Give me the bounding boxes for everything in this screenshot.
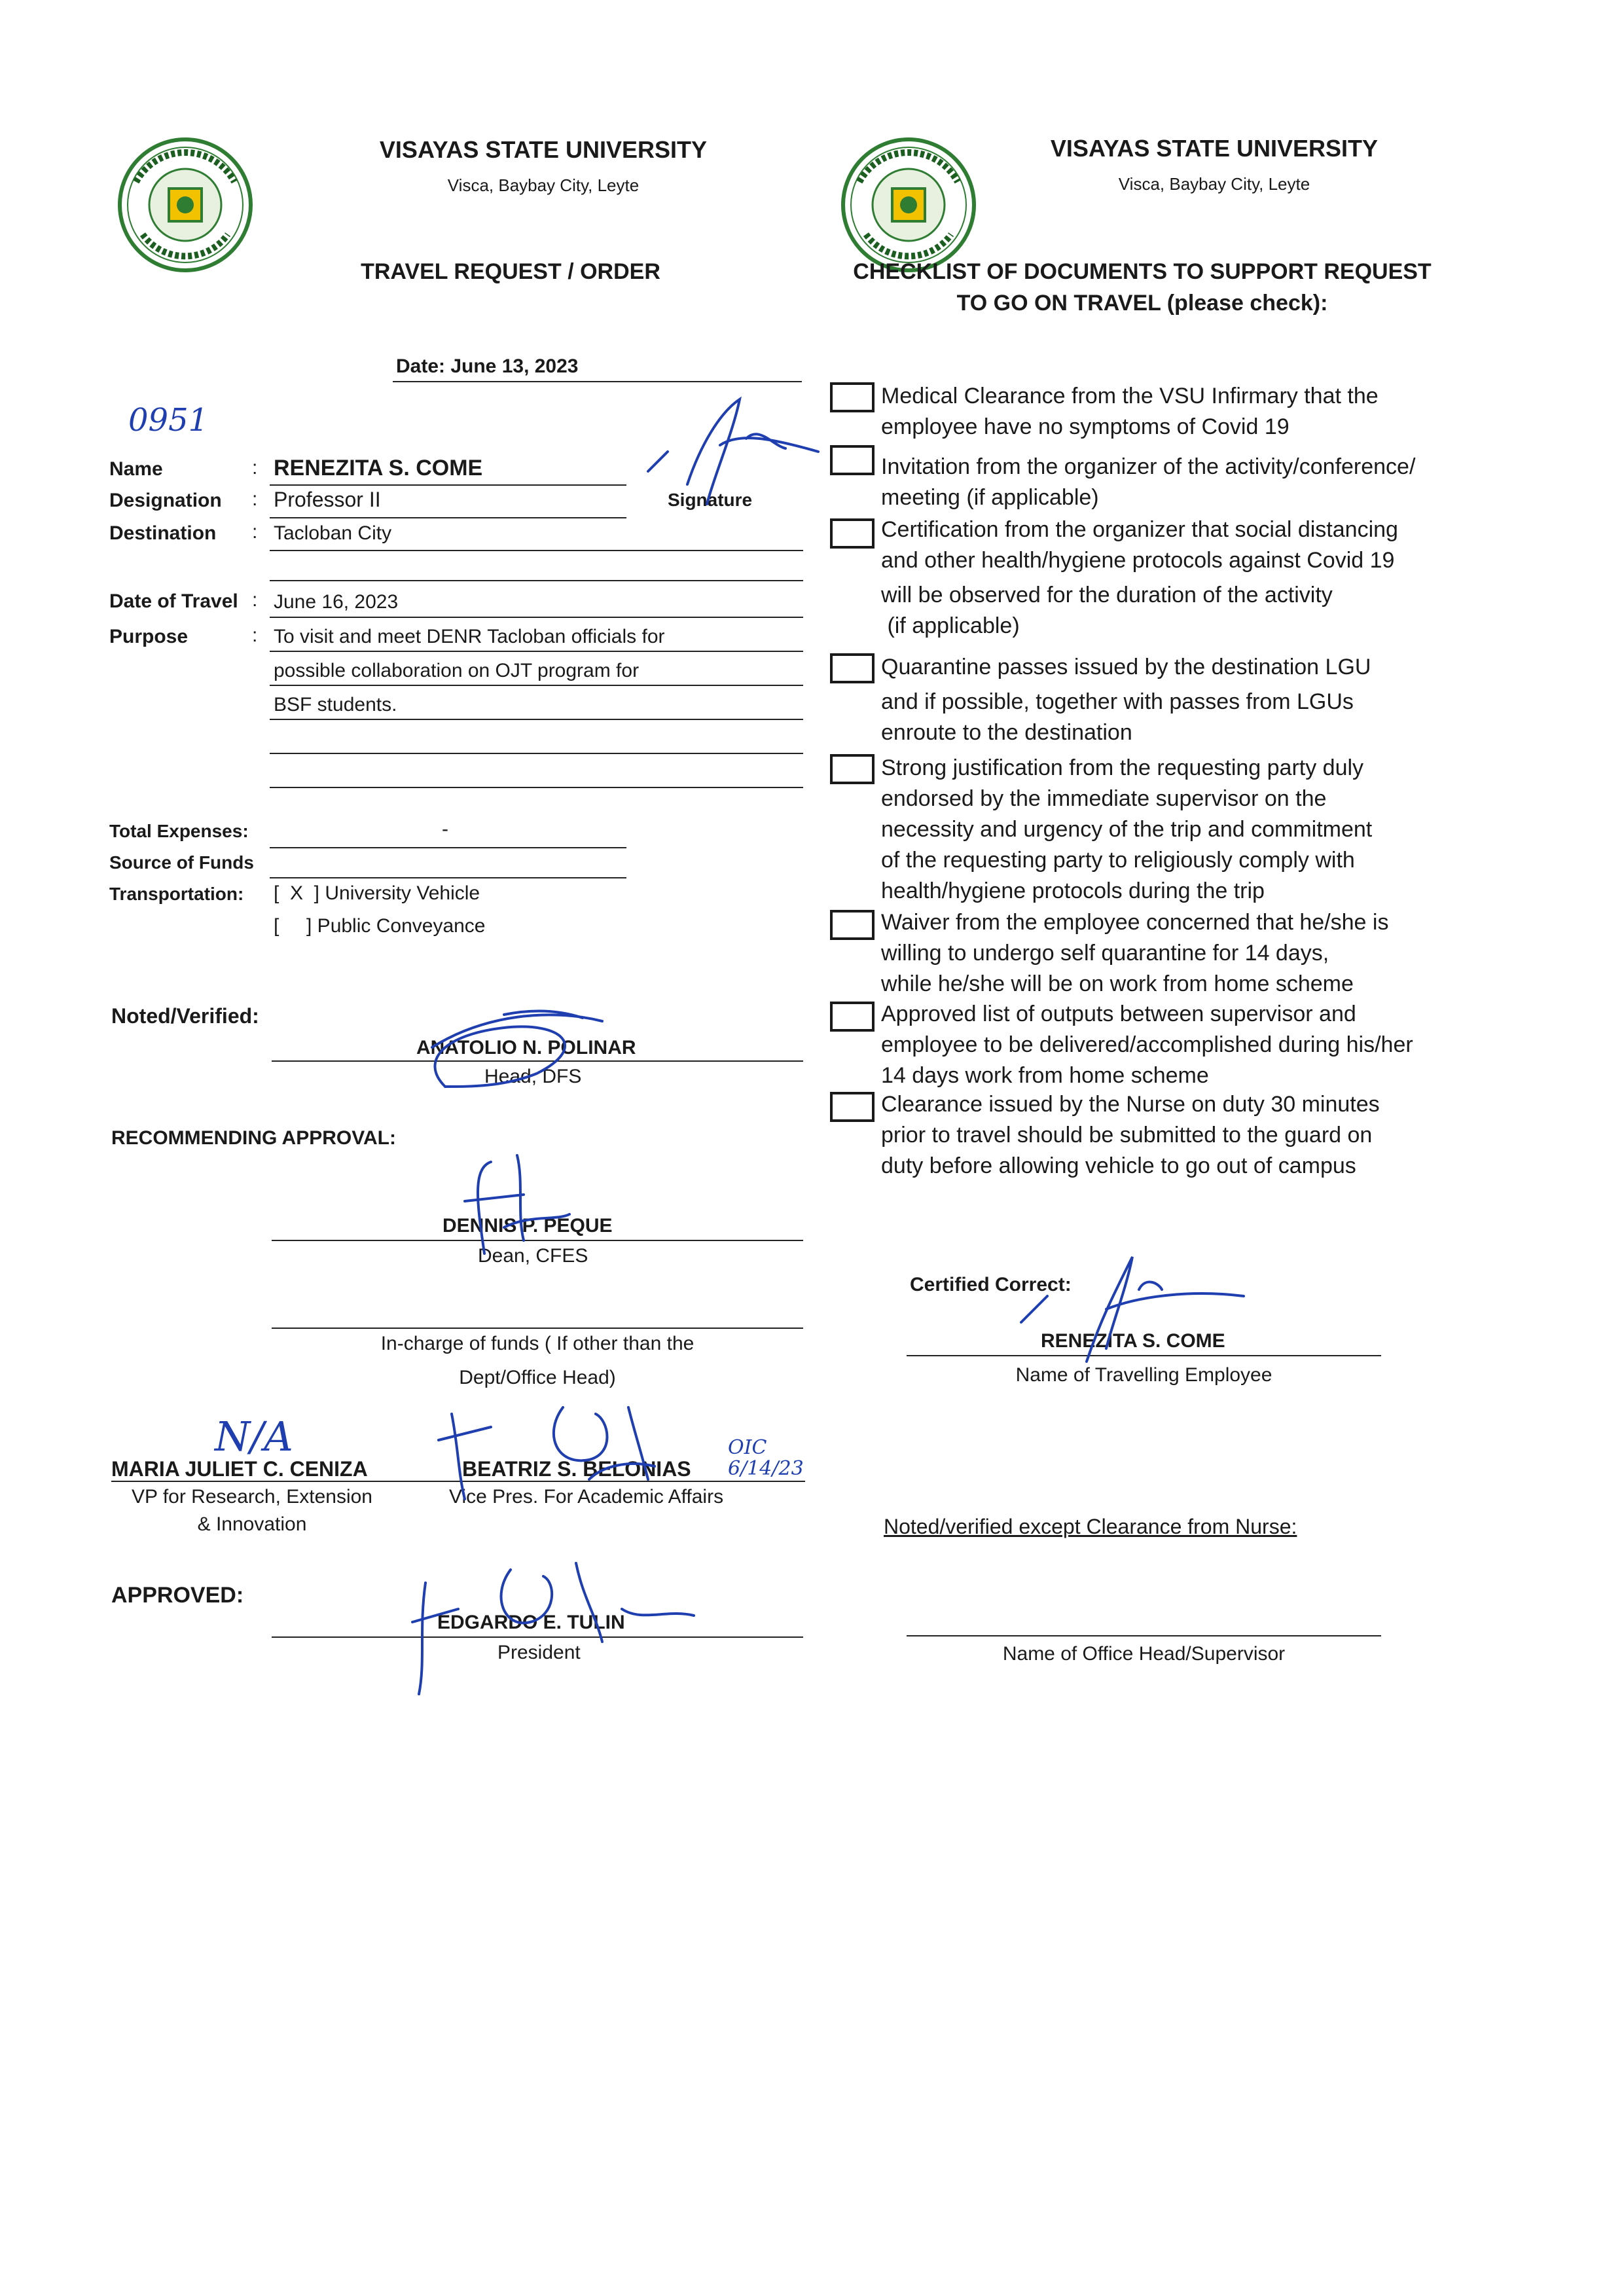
checklist-item-text: employee have no symptoms of Covid 19 [881, 414, 1290, 439]
checklist-item-invitation [881, 452, 1470, 513]
right-university-address: Visca, Baybay City, Leyte [1118, 174, 1310, 194]
total-expenses-underline [270, 847, 626, 848]
certified-correct-label: Certified Correct: [910, 1274, 1072, 1295]
checklist-item-text: Invitation from the organizer of the activity/conference/ [881, 454, 1416, 479]
date-underline [393, 381, 802, 382]
incharge-funds-line [272, 1328, 803, 1329]
date-of-travel-colon: : [252, 589, 258, 611]
noted-signatory-title: Head, DFS [484, 1066, 582, 1087]
checklist-checkbox-medical-clearance[interactable] [830, 382, 875, 412]
right-university-name: VISAYAS STATE UNIVERSITY [1050, 135, 1379, 162]
checklist-item-text: Certification from the organizer that social distancing [881, 517, 1398, 542]
checklist-item-quarantine-passes [881, 652, 1470, 748]
checklist-item-text: enroute to the destination [881, 720, 1132, 745]
recommending-approval-label: RECOMMENDING APPROVAL: [111, 1127, 396, 1149]
purpose-underline-2 [270, 685, 803, 686]
certified-caption: Name of Travelling Employee [1015, 1364, 1272, 1386]
date-of-travel-underline [270, 617, 803, 618]
checklist-item-text: employee to be delivered/accomplished during his/her [881, 1032, 1413, 1057]
designation-value: Professor II [274, 488, 381, 511]
purpose-label: Purpose [109, 626, 189, 647]
checklist-item-text: and other health/hygiene protocols against Covid 19 [881, 548, 1395, 573]
purpose-colon: : [252, 624, 258, 646]
checklist-item-text: 14 days work from home scheme [881, 1063, 1209, 1088]
checklist-checkbox-certification[interactable] [830, 518, 875, 549]
president-name: EDGARDO E. TULIN [437, 1612, 625, 1633]
vp-research-title-line2: & Innovation [197, 1513, 307, 1535]
checklist-item-text: Clearance issued by the Nurse on duty 30 minutes [881, 1092, 1380, 1117]
destination-colon: : [252, 521, 258, 543]
checklist-item-medical-clearance [881, 381, 1470, 443]
name-colon: : [252, 457, 258, 479]
purpose-line-3: BSF students. [274, 694, 397, 715]
handwritten-control-number: 0951 [128, 402, 209, 439]
transport-option-public-conveyance: [ ] Public Conveyance [274, 915, 486, 937]
president-title: President [497, 1642, 581, 1663]
applicant-signature-scribble [641, 386, 825, 517]
checklist-item-strong-justification [881, 753, 1470, 907]
checklist-item-text: will be observed for the duration of the activity [881, 583, 1333, 607]
checklist-item-text: while he/she will be on work from home scheme [881, 971, 1354, 996]
checklist-item-text: endorsed by the immediate supervisor on the [881, 786, 1327, 811]
source-of-funds-underline [270, 877, 626, 878]
checklist-item-text: Medical Clearance from the VSU Infirmary that the [881, 384, 1379, 408]
checklist-item-text: Strong justification from the requesting party duly [881, 755, 1364, 780]
checklist-item-text: meeting (if applicable) [881, 485, 1099, 510]
designation-label: Designation [109, 490, 222, 511]
transportation-label: Transportation: [109, 884, 244, 904]
noted-verified-label: Noted/Verified: [111, 1004, 259, 1028]
checklist-item-certification [881, 515, 1470, 642]
purpose-underline-4 [270, 753, 803, 754]
recommending-signatory-name: DENNIS P. PEQUE [442, 1215, 613, 1237]
checklist-item-text: Waiver from the employee concerned that he/she is [881, 910, 1389, 935]
checklist-checkbox-quarantine-passes[interactable] [830, 653, 875, 683]
name-value: RENEZITA S. COME [274, 456, 483, 480]
signature-label: Signature [668, 490, 753, 510]
noted-signatory-name: ANATOLIO N. POLINAR [416, 1037, 636, 1058]
polinar-signature-scribble [406, 988, 615, 1100]
purpose-underline-3 [270, 719, 803, 720]
office-head-caption: Name of Office Head/Supervisor [1002, 1643, 1286, 1665]
vp-research-name: MARIA JULIET C. CENIZA [111, 1457, 368, 1481]
checklist-item-text: health/hygiene protocols during the trip [881, 878, 1265, 903]
checklist-checkbox-strong-justification[interactable] [830, 754, 875, 784]
request-date: Date: June 13, 2023 [396, 355, 579, 377]
certified-signature-scribble [1008, 1244, 1257, 1375]
purpose-line-2: possible collaboration on OJT program for [274, 660, 640, 681]
handwritten-oic-date-mark: OIC 6/14/23 [728, 1436, 804, 1480]
checklist-item-nurse-clearance [881, 1089, 1470, 1182]
checklist-item-approved-outputs [881, 999, 1470, 1091]
vp-research-title-line1: VP for Research, Extension [132, 1486, 372, 1508]
total-expenses-label: Total Expenses: [109, 821, 249, 841]
checklist-title-line2: TO GO ON TRAVEL (please check): [956, 291, 1328, 316]
vp-academic-title: Vice Pres. For Academic Affairs [449, 1486, 724, 1508]
name-label: Name [109, 458, 163, 480]
certified-employee-name: RENEZITA S. COME [1041, 1330, 1225, 1352]
checklist-item-text: duty before allowing vehicle to go out of campus [881, 1153, 1356, 1178]
noted-except-nurse-label: Noted/verified except Clearance from Nurse: [884, 1515, 1297, 1538]
form-title: TRAVEL REQUEST / ORDER [361, 259, 660, 284]
vp-academic-name: BEATRIZ S. BELONIAS [462, 1457, 691, 1481]
checklist-checkbox-invitation[interactable] [830, 445, 875, 475]
destination-label: Destination [109, 522, 217, 544]
date-of-travel-label: Date of Travel [109, 590, 238, 612]
checklist-checkbox-nurse-clearance[interactable] [830, 1092, 875, 1122]
name-underline [270, 484, 626, 486]
checklist-item-text: willing to undergo self quarantine for 14 days, [881, 941, 1329, 966]
checklist-item-text: of the requesting party to religiously comply with [881, 848, 1355, 873]
checklist-item-text: prior to travel should be submitted to the guard on [881, 1123, 1373, 1148]
purpose-underline-5 [270, 787, 803, 788]
university-seal-logo [117, 136, 254, 274]
left-university-address: Visca, Baybay City, Leyte [447, 175, 640, 195]
checklist-item-text: and if possible, together with passes from LGUs [881, 689, 1354, 714]
office-head-signature-line [907, 1635, 1381, 1636]
approved-label: APPROVED: [111, 1583, 244, 1608]
left-university-name: VISAYAS STATE UNIVERSITY [379, 136, 708, 163]
designation-underline [270, 517, 626, 518]
checklist-checkbox-approved-outputs[interactable] [830, 1002, 875, 1032]
tulin-signature-scribble [406, 1550, 733, 1701]
peque-signature-scribble [452, 1149, 583, 1260]
designation-colon: : [252, 488, 258, 510]
purpose-line-1: To visit and meet DENR Tacloban officials for [274, 626, 665, 647]
checklist-item-text: Quarantine passes issued by the destination LGU [881, 655, 1371, 679]
incharge-funds-caption-line1: In-charge of funds ( If other than the [380, 1333, 695, 1354]
handwritten-na-mark: N/A [215, 1413, 293, 1460]
destination-underline [270, 550, 803, 551]
belonias-signature-scribble [432, 1394, 694, 1506]
total-expenses-value: - [442, 818, 448, 840]
purpose-underline-1 [270, 651, 803, 652]
transport-option-university-vehicle: [ X ] University Vehicle [274, 882, 480, 904]
checklist-item-text: (if applicable) [881, 613, 1020, 638]
checklist-item-text: necessity and urgency of the trip and commitment [881, 817, 1373, 842]
incharge-funds-caption-line2: Dept/Office Head) [459, 1367, 616, 1388]
checklist-title-line1: CHECKLIST OF DOCUMENTS TO SUPPORT REQUEST [853, 259, 1432, 284]
destination-value: Tacloban City [274, 522, 392, 544]
date-of-travel-value: June 16, 2023 [274, 591, 399, 613]
checklist-item-text: Approved list of outputs between supervisor and [881, 1002, 1356, 1026]
source-of-funds-label: Source of Funds [109, 852, 254, 873]
checklist-item-waiver [881, 907, 1470, 1000]
recommending-signatory-title: Dean, CFES [478, 1245, 588, 1267]
destination-underline-2 [270, 580, 803, 581]
checklist-checkbox-waiver[interactable] [830, 910, 875, 940]
